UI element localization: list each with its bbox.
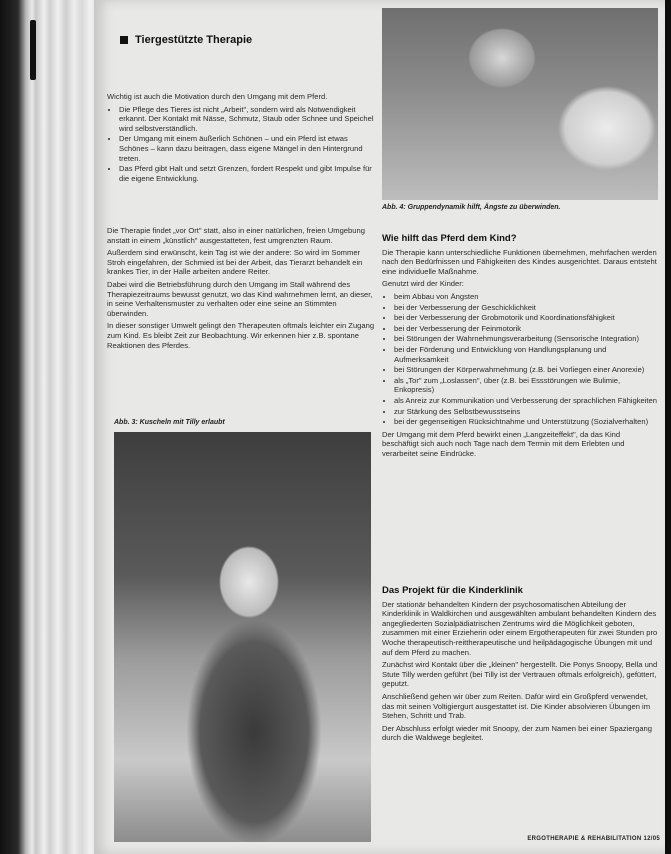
list-item: • bei der gegenseitigen Rücksichtnahme und Unterstützung (Sozialverhalten) <box>394 417 658 427</box>
paragraph: Genutzt wird der Kinder: <box>382 279 464 289</box>
bullet-square-icon <box>120 36 128 44</box>
paragraph: Anschließend gehen wir über zum Reiten. Dafür wird ein Großpferd verwendet, das mit seinen Voltigiergurt ausgestattet ist. Die Kinder absolvieren Übungen im Stehen, Schritt und Trab. <box>382 691 651 721</box>
list-item: • bei der Verbesserung der Grobmotorik und Koordinationsfähigkeit <box>394 313 658 323</box>
list-item: • Die Pflege des Tieres ist nicht „Arbeit", sondern wird als Notwendigkeit erkannt. Der Kontakt mit Nässe, Schmutz, Staub oder Schnee und Speichel wird selbstverständlich. <box>119 105 375 134</box>
paragraph: In dieser sonstiger Umwelt gelingt den Therapeuten oftmals leichter ein Zugang zum Kind. Es bleibt Zeit zur Beobachtung. Wir erkennen hier z.B. spontane Reaktionen des Pferdes. <box>107 321 375 350</box>
paragraph: Der Umgang mit dem Pferd bewirkt einen „Langzeiteffekt", da das Kind beschäftigt sich auch noch Tage nach dem Termin mit dem Erlebten und verarbeitet seine Eindrücke. <box>382 429 625 458</box>
paragraph: Die Therapie findet „vor Ort" statt, also in einer natürlichen, freien Umgebung anstatt in einem „künstlich" ausgestatteten, fest umgrenzten Raum. <box>107 226 365 245</box>
page-edge <box>665 0 671 854</box>
section-title: Wie hilft das Pferd dem Kind? <box>382 233 517 244</box>
section-clinic-project <box>382 586 658 746</box>
paragraph: Die Therapie kann unterschiedliche Funktionen übernehmen, mehrfachen werden nach den Bedürfnissen und Fähigkeiten des Kindes ausgerichtet. Daraus entsteht eine individuelle Maßnahme. <box>382 247 657 276</box>
photo-child-with-pony <box>114 432 371 842</box>
figure-caption-4: Abb. 4: Gruppendynamik hilft, Ängste zu überwinden. <box>382 204 561 211</box>
list-item: • bei Störungen der Wahrnehmungsverarbeitung (Sensorische Integration) <box>394 334 658 344</box>
section-title: Das Projekt für die Kinderklinik <box>382 585 523 596</box>
list-item: • bei der Verbesserung der Feinmotorik <box>394 324 658 334</box>
list-item: • Das Pferd gibt Halt und setzt Grenzen, fordert Respekt und gibt Impulse für die eigene Entwicklung. <box>119 164 375 183</box>
list-item: • als Anreiz zur Kommunikation und Verbesserung der sprachlichen Fähigkeiten <box>394 396 658 406</box>
list-item: • bei Störungen der Körperwahrnehmung (z.B. bei Vorliegen einer Anorexie) <box>394 365 658 375</box>
therapy-text-block <box>107 226 375 353</box>
benefits-list <box>382 292 658 427</box>
list-item: • bei der Förderung und Entwicklung von Handlungsplanung und Aufmerksamkeit <box>394 345 658 364</box>
figure-caption-3: Abb. 3: Kuscheln mit Tilly erlaubt <box>114 419 225 426</box>
paragraph: Der stationär behandelten Kindern der psychosomatischen Abteilung der Kinderklinik in Waldkirchen und ausgewählten ambulant behandelten Kindern des angegliederten Sozialpädiatrischen Zentrums wird die Möglichkeit geboten, zusammen mit einer Erzieherin oder einem Ergotherapeuten für zwei Stunden pro Woche therapeutisch-reittherapeutische und heilpädagogische Übungen mit und auf dem Pferd zu machen. <box>382 599 658 657</box>
photo-group-with-horse <box>382 8 658 200</box>
paragraph: Der Abschluss erfolgt wieder mit Snoopy, der zum Namen bei einer Spaziergang durch die Waldwege begleitet. <box>382 723 652 743</box>
list-item: • als „Tor" zum „Loslassen", über (z.B. bei Essstörungen wie Bulimie, Enkopresis) <box>394 376 658 395</box>
intro-paragraph: Wichtig ist auch die Motivation durch den Umgang mit dem Pferd. <box>107 92 328 101</box>
book-spine <box>0 0 95 854</box>
section-heading <box>120 34 252 46</box>
paragraph: Dabei wird die Betriebsführung durch den Umgang im Stall während des Therapiezeitraums bewusst genutzt, wo das Kind wahrnehmen lernt, an dieser, in seine Verhaltensmuster zu verhalten oder eine seine an Stimmten überwinden. <box>107 279 373 318</box>
paragraph: Außerdem sind erwünscht, kein Tag ist wie der andere: So wird im Sommer Stroh eingefahren, der Schmied ist bei der Arbeit, das Tierarzt behandelt ein krankes Tier, in der Halle arbeiten andere Reiter. <box>107 248 363 277</box>
page-footer: ERGOTHERAPIE & REHABILITATION 12/05 <box>527 836 660 842</box>
paragraph: Zunächst wird Kontakt über die „kleinen" hergestellt. Die Ponys Snoopy, Bella und Stute Tilly werden geführt (bei Tilly ist der Vertrauen oftmals erfolgreich), gefüttert, geputzt. <box>382 660 658 689</box>
list-item: • Der Umgang mit einem äußerlich Schönen – und ein Pferd ist etwas Schönes – kann dazu beitragen, dass eigene Mängel in den Hintergrund treten. <box>119 134 375 163</box>
list-item: • zur Stärkung des Selbstbewusstseins <box>394 407 658 417</box>
list-item: • bei der Verbesserung der Geschicklichkeit <box>394 303 658 313</box>
section-how-horse-helps <box>382 234 658 461</box>
motivation-block <box>107 92 375 186</box>
heading-text: Tiergestützte Therapie <box>135 34 253 46</box>
list-item: • beim Abbau von Ängsten <box>394 292 658 302</box>
motivation-list <box>107 105 375 184</box>
